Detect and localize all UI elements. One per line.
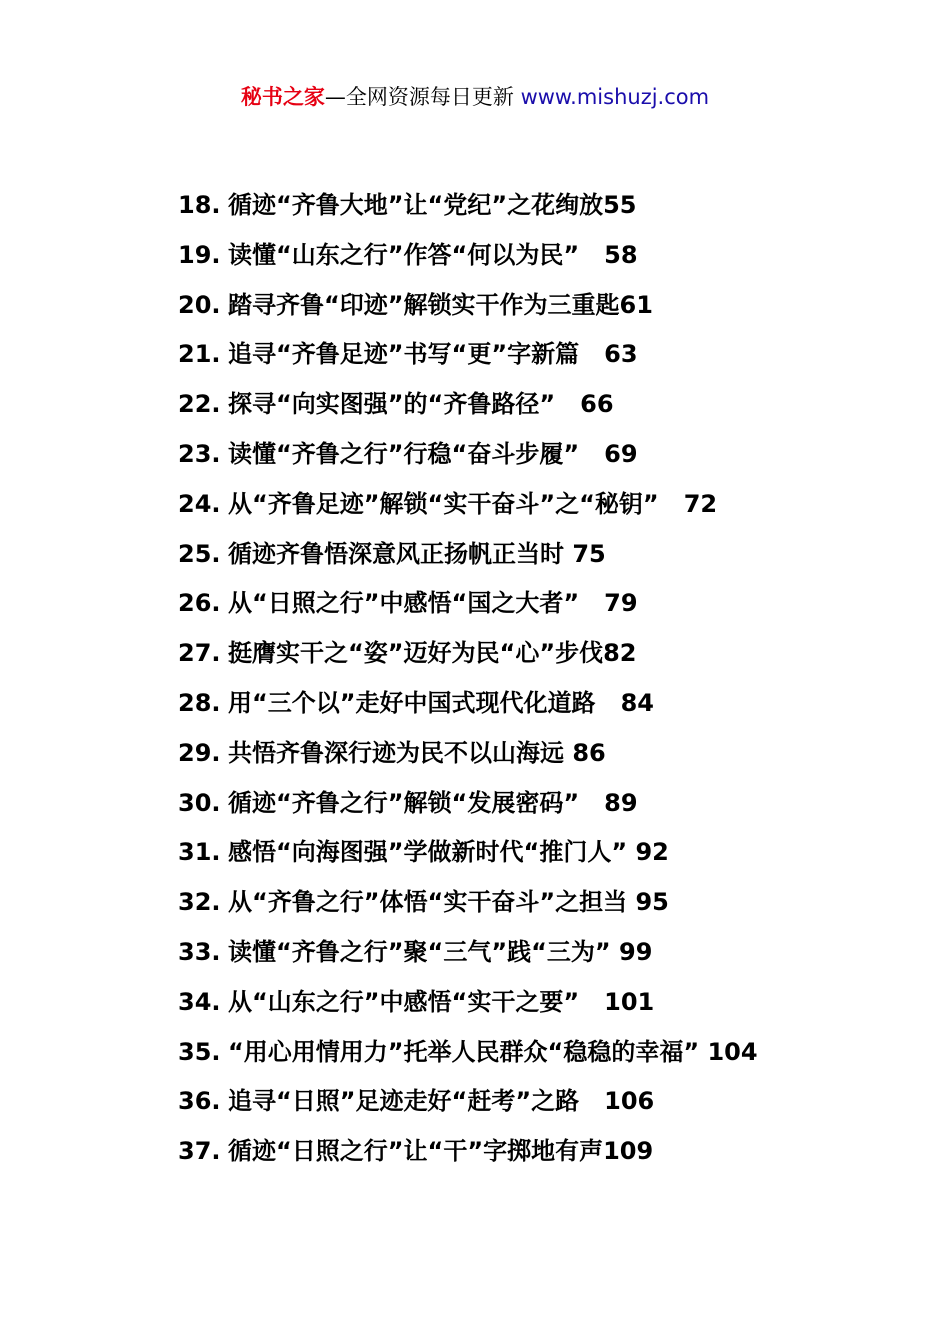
toc-entry-number: 22. [178,390,221,419]
site-header [0,82,950,112]
toc-entry-title: 从“山东之行”中感悟“实干之要” 101 [228,987,655,1016]
toc-entry-title: 共悟齐鲁深行迹为民不以山海远 86 [228,738,606,767]
toc-entry-number: 24. [178,489,221,518]
toc-entry-number: 33. [178,937,221,966]
toc-entry-title: 读懂“齐鲁之行”聚“三气”践“三为” 99 [228,937,653,966]
toc-entry-title: 用“三个以”走好中国式现代化道路 84 [228,688,655,717]
toc-entry-number: 36. [178,1087,221,1116]
toc-entry-title: 读懂“齐鲁之行”行稳“奋斗步履” 69 [228,439,638,468]
toc-entry-number: 29. [178,738,221,767]
toc-entry-number: 26. [178,589,221,618]
toc-entry-title: 探寻“向实图强”的“齐鲁路径” 66 [228,390,614,419]
toc-entry-title: 从“齐鲁之行”体悟“实干奋斗”之担当 95 [228,888,669,917]
toc-entry [178,1033,878,1083]
toc-entry-title: 从“日照之行”中感悟“国之大者” 79 [228,589,638,618]
toc-entry [178,236,878,286]
toc-entry-title: 循迹齐鲁悟深意风正扬帆正当时 75 [228,539,606,568]
toc-entry [178,584,878,634]
toc-entry [178,485,878,535]
toc-entry-title: 踏寻齐鲁“印迹”解锁实干作为三重匙61 [228,290,653,319]
toc-entry [178,933,878,983]
toc-entry [178,1132,878,1182]
toc-entry [178,385,878,435]
toc-entry-title: 循迹“齐鲁大地”让“党纪”之花绚放55 [228,191,637,219]
toc-entry [178,833,878,883]
toc-entry-title: 感悟“向海图强”学做新时代“推门人” 92 [228,838,669,867]
toc-entry [178,1082,878,1132]
toc-entry-title: 从“齐鲁足迹”解锁“实干奋斗”之“秘钥” 72 [228,489,718,518]
toc-entry-number: 21. [178,340,221,369]
toc-entry-number: 20. [178,290,221,319]
toc-entry [178,535,878,585]
toc-entry-number: 25. [178,539,221,568]
site-url-link[interactable]: www.mishuzj.com [520,85,710,109]
header-tagline: —全网资源每日更新 [324,85,521,109]
toc-entry [178,684,878,734]
toc-entry [178,634,878,684]
toc-entry [178,335,878,385]
toc-entry-number: 35. [178,1037,221,1066]
table-of-contents [178,186,878,1182]
toc-entry [178,435,878,485]
toc-entry-number: 31. [178,838,221,867]
toc-entry-title: 挺膺实干之“姿”迈好为民“心”步伐82 [228,639,637,668]
toc-entry-title: “用心用情用力”托举人民群众“稳稳的幸福” 104 [228,1037,758,1066]
toc-entry-number: 34. [178,987,221,1016]
toc-entry-title: 循迹“日照之行”让“干”字掷地有声109 [228,1137,654,1166]
toc-entry-number: 32. [178,888,221,917]
toc-entry [178,286,878,336]
toc-entry [178,983,878,1033]
toc-entry-number: 23. [178,439,221,468]
brand-name: 秘书之家 [240,85,325,109]
toc-entry-title: 追寻“齐鲁足迹”书写“更”字新篇 63 [228,340,638,369]
toc-entry [178,784,878,834]
toc-entry-title: 循迹“齐鲁之行”解锁“发展密码” 89 [228,788,638,817]
toc-entry-number: 27. [178,639,221,668]
toc-entry-title: 追寻“日照”足迹走好“赶考”之路 106 [228,1087,655,1116]
toc-entry-number: 19. [178,240,221,269]
toc-entry-title: 读懂“山东之行”作答“何以为民” 58 [228,240,638,269]
toc-entry-number: 30. [178,788,221,817]
toc-entry [178,734,878,784]
toc-entry-number: 28. [178,688,221,717]
toc-entry-number: 37. [178,1137,221,1166]
toc-entry [178,186,878,236]
toc-entry [178,883,878,933]
toc-entry-number: 18. [178,191,221,219]
